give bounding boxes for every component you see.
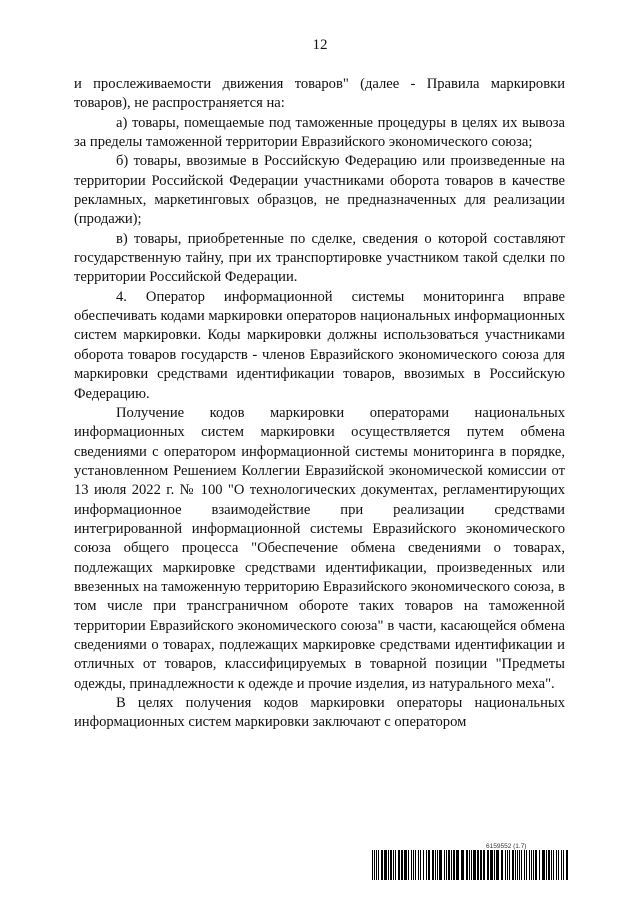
paragraph: а) товары, помещаемые под таможенные процедуры в целях их вывоза за пределы таможенной территории Евразийского экономического союза; bbox=[74, 114, 565, 151]
paragraph: и прослеживаемости движения товаров" (далее - Правила маркировки товаров), не распространяется на: bbox=[74, 76, 565, 112]
barcode-image bbox=[372, 850, 570, 880]
paragraph: В целях получения кодов маркировки операторы национальных информационных систем маркировки заключают с оператором bbox=[74, 695, 565, 731]
paragraph: б) товары, ввозимые в Российскую Федерацию или произведенные на территории Российской Федерации участниками оборота товаров в качестве рекламных, маркетинговых образцов, не предназначенных для реализации (продажи); bbox=[74, 153, 565, 228]
page-number: 12 bbox=[312, 37, 328, 53]
paragraph: 4. Оператор информационной системы мониторинга вправе обеспечивать кодами маркировки операторов национальных информационных систем маркировки. Коды маркировки должны использоваться участниками оборота товаров государств - членов Евразийского экономического союза для маркировки средствами идентификации товаров, ввозимых в Российскую Федерацию. bbox=[74, 288, 565, 402]
document-code: 6159552 (1.7) bbox=[486, 843, 527, 850]
paragraph: в) товары, приобретенные по сделке, сведения о которой составляют государственную тайну, при их транспортировке участником такой сделки по территории Российской Федерации. bbox=[74, 230, 565, 286]
paragraph: Получение кодов маркировки операторами национальных информационных систем маркировки осуществляется путем обмена сведениями с оператором информационной системы мониторинга в порядке, установленном Решением Коллегии Евразийской экономической комиссии от 13 июля 2022 г. № 100 "О технологических документах, регламентирующих информационное взаимодействие при реализации средствами интегрированной информационной системы Евразийского экономического союза общего процесса "Обеспечение обмена сведениями о товарах, подлежащих маркировке средствами идентификации, произведенных или ввезенных на таможенную территорию Евразийского экономического союза, в том числе при трансграничном обороте таких товаров на таможенной территории Евразийского экономического союза" в части, касающейся обмена сведениями о товарах, подлежащих маркировке средствами идентификации и отличных от товаров, классифицируемых в товарной позиции "Предметы одежды, принадлежности к одежде и прочие изделия, из натурального меха". bbox=[74, 404, 565, 692]
body-text bbox=[74, 75, 565, 733]
